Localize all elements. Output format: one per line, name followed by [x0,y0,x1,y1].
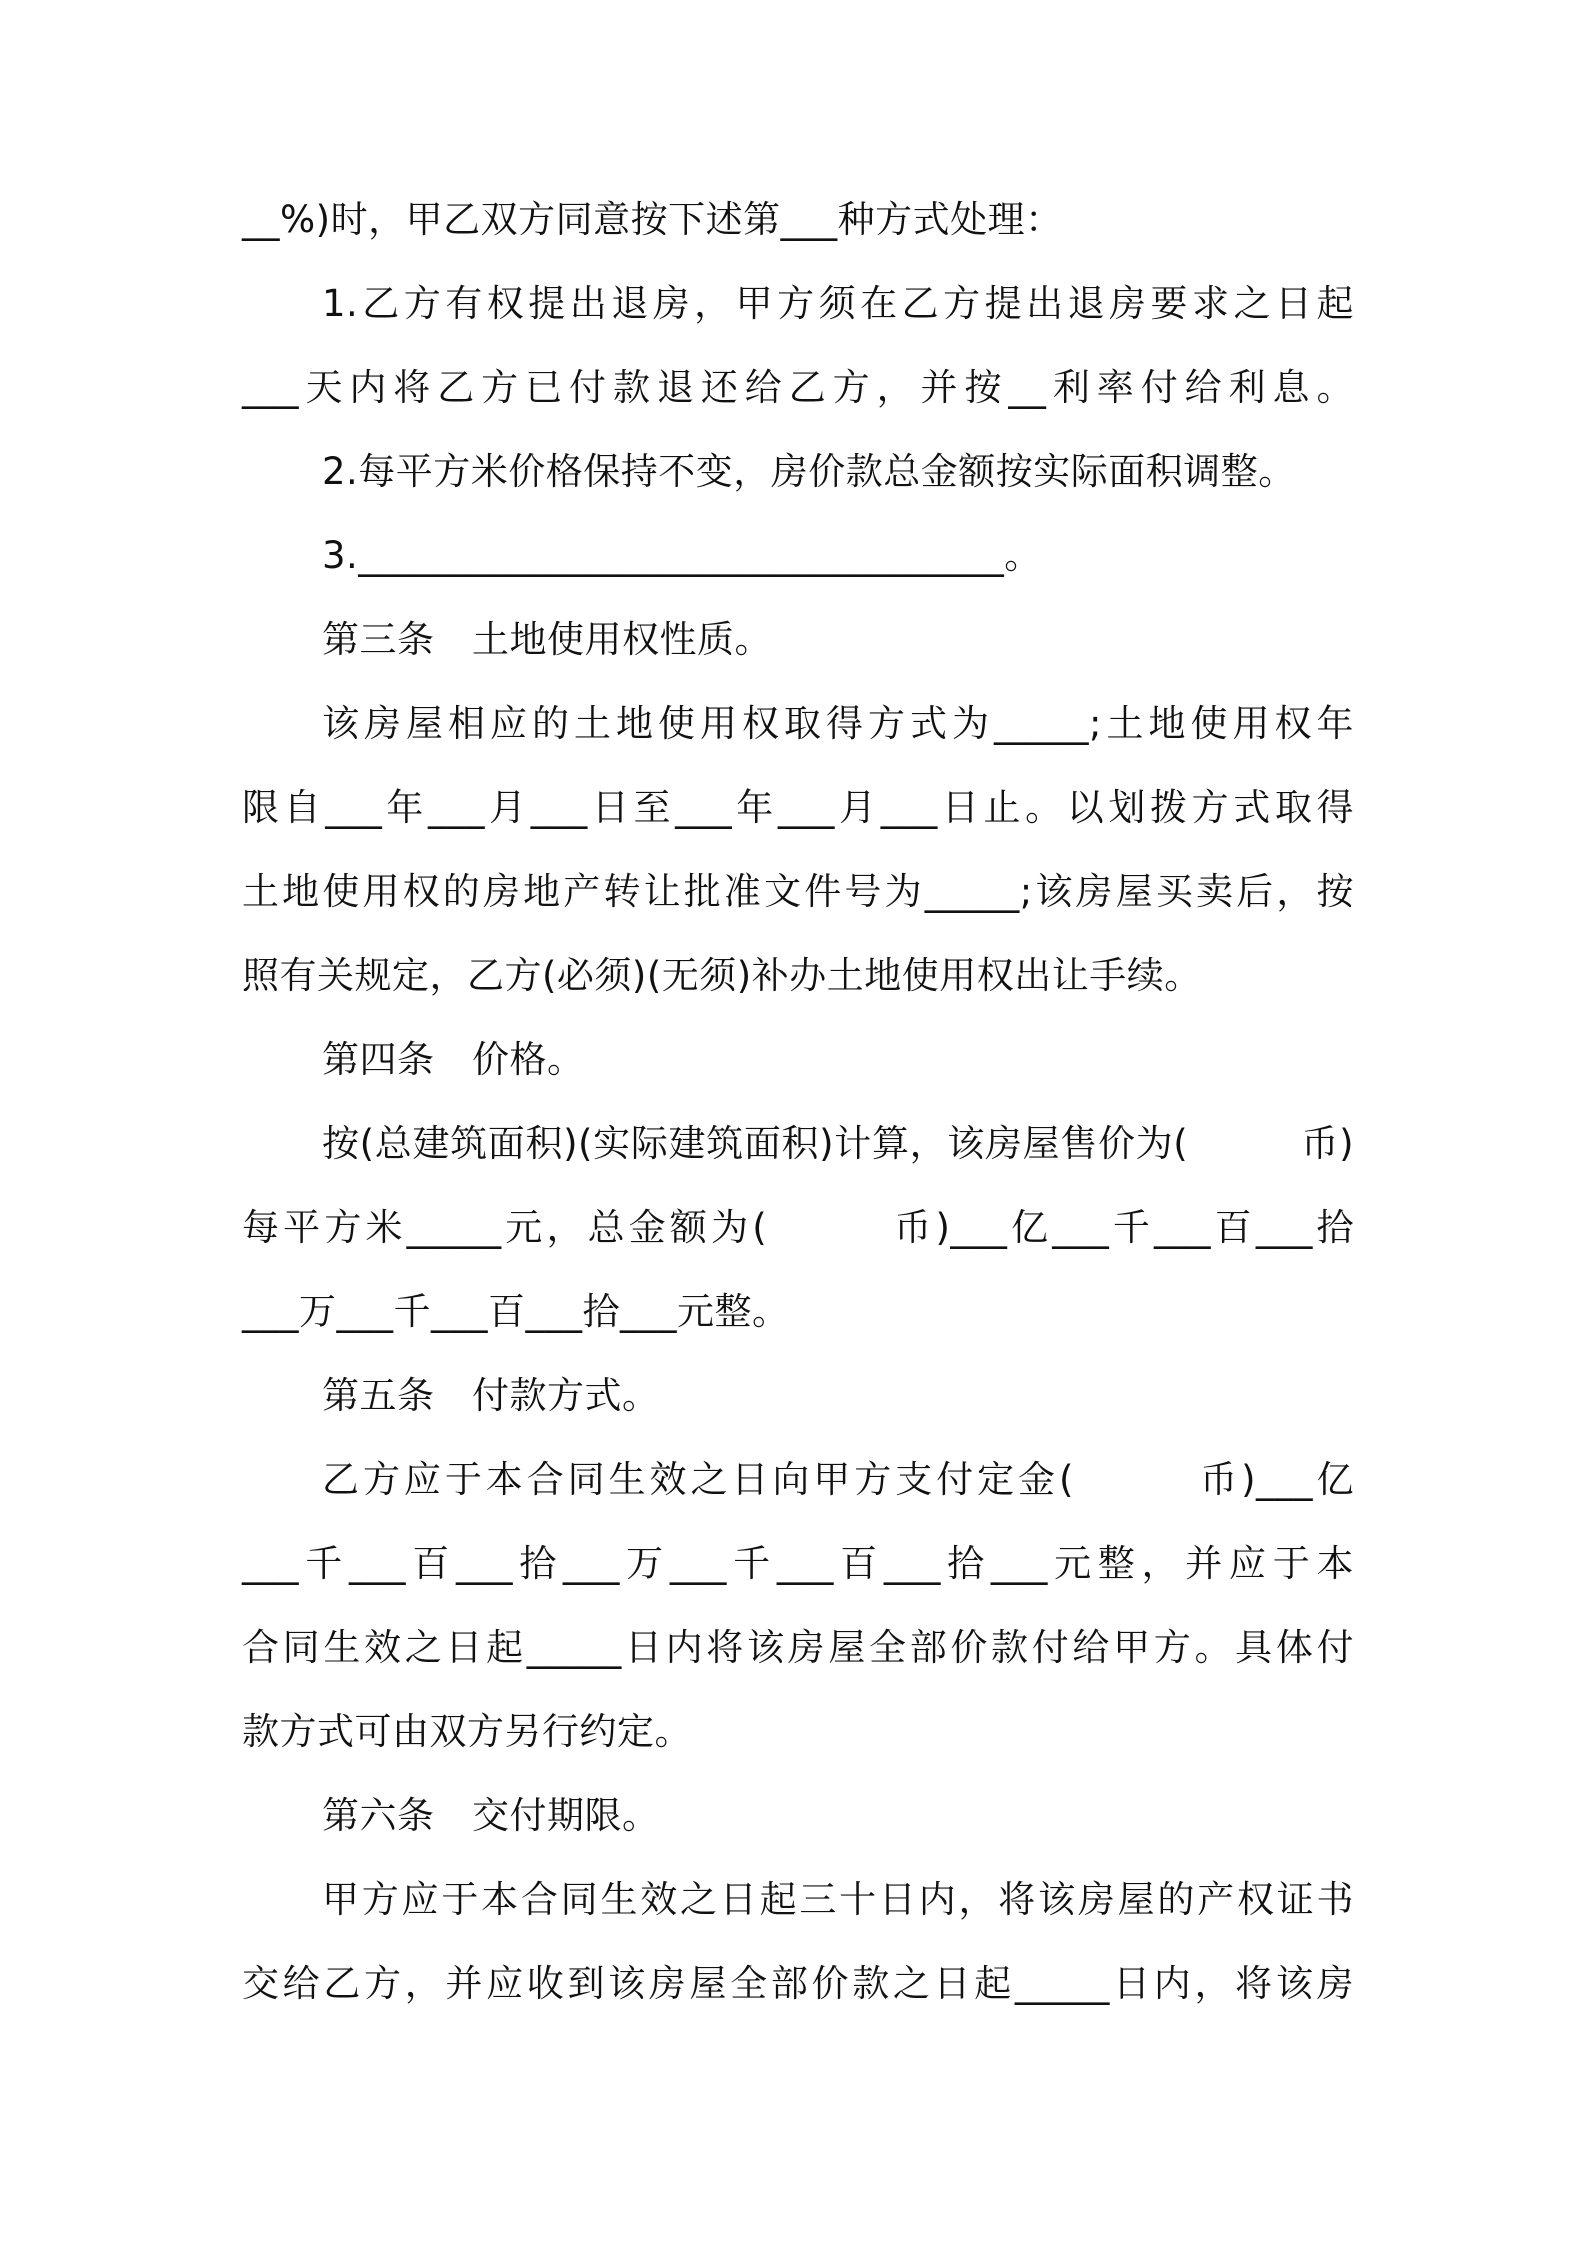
text-line-5: 3.__________________________________。 [322,534,1042,577]
text-line-17: ___千___百___拾___万___千___百___拾___元整，并应于本 [242,1542,1354,1585]
text-line-16: 乙方应于本合同生效之日向甲方支付定金( 币)___亿 [322,1458,1354,1501]
article-3-heading: 第三条 土地使用权性质。 [322,618,772,661]
text-line-14: ___万___千___百___拾___元整。 [242,1290,790,1333]
text-line-4: 2.每平方米价格保持不变，房价款总金额按实际面积调整。 [322,450,1296,493]
text-line-13: 每平方米_____元，总金额为( 币)___亿___千___百___拾 [242,1206,1354,1249]
text-line-19: 款方式可由双方另行约定。 [242,1710,692,1753]
text-line-10: 照有关规定，乙方(必须)(无须)补办土地使用权出让手续。 [242,954,1202,997]
article-6-heading: 第六条 交付期限。 [322,1794,660,1837]
text-line-18: 合同生效之日起_____日内将该房屋全部价款付给甲方。具体付 [242,1626,1354,1669]
text-line-12: 按(总建筑面积)(实际建筑面积)计算，该房屋售价为( 币) [322,1122,1354,1165]
text-line-1: __%)时，甲乙双方同意按下述第___种方式处理： [242,198,1063,241]
article-4-heading: 第四条 价格。 [322,1038,585,1081]
text-line-3: ___天内将乙方已付款退还给乙方，并按__利率付给利息。 [242,366,1354,409]
article-5-heading: 第五条 付款方式。 [322,1374,660,1417]
text-line-21: 甲方应于本合同生效之日起三十日内，将该房屋的产权证书 [322,1878,1354,1921]
text-line-9: 土地使用权的房地产转让批准文件号为_____;该房屋买卖后，按 [242,870,1354,913]
text-line-22: 交给乙方，并应收到该房屋全部价款之日起_____日内，将该房 [242,1962,1354,2005]
text-line-7: 该房屋相应的土地使用权取得方式为_____;土地使用权年 [322,702,1354,745]
text-line-2: 1.乙方有权提出退房，甲方须在乙方提出退房要求之日起 [322,282,1354,325]
text-line-8: 限自___年___月___日至___年___月___日止。以划拨方式取得 [242,786,1354,829]
